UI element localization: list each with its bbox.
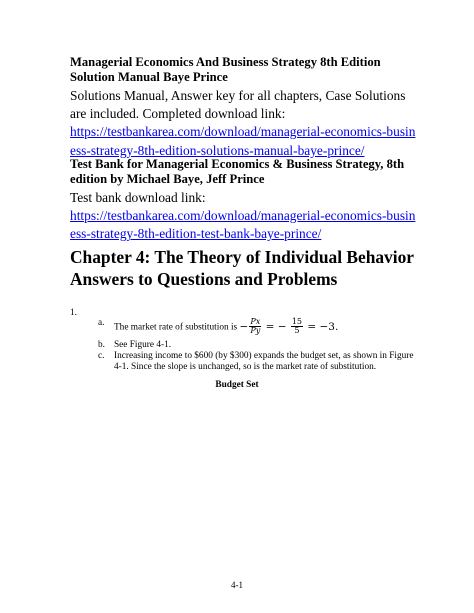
answer-item-a [98, 318, 428, 335]
test-bank-download-link[interactable]: https://testbankarea.com/download/managerial-economics-business-strategy-8th-edition-test-bank-baye-prince/ [70, 208, 416, 242]
promo-text: Solutions Manual, Answer key for all chapters, Case Solutions are included. Completed download link: [70, 88, 406, 122]
figure-title: Budget Set [215, 380, 259, 390]
item-letter: b. [98, 340, 105, 350]
solutions-download-link[interactable]: https://testbankarea.com/download/managerial-economics-business-strategy-8th-edition-solutions-manual-baye-prince/ [70, 124, 416, 158]
mrs-formula: − $\frac{Px}{Py}$ = − $\frac{15}{5}$ = −3. [239, 317, 339, 335]
promo-text: Test bank download link: [70, 190, 206, 205]
answer-item-c [98, 351, 418, 374]
item-text: Increasing income to $600 (by $300) expands the budget set, as shown in Figure 4-1. Since the slope is unchanged, so is the market rate of substitution. [114, 351, 414, 373]
chapter-heading [70, 246, 420, 290]
answer-item-b [98, 340, 428, 351]
promo-title: Test Bank for Managerial Economics & Business Strategy, 8th edition by Michael Baye, Jeff Prince [70, 157, 405, 186]
fraction-15-5: $\frac{15}{5}$ [291, 317, 303, 335]
page-number: 4-1 [231, 580, 243, 590]
item-text: See Figure 4-1. [114, 340, 172, 350]
item-letter: c. [98, 351, 105, 361]
chapter-subtitle: Answers to Questions and Problems [70, 269, 338, 289]
fraction-px-py: $\frac{Px}{Py}$ [250, 317, 261, 335]
chapter-title: Chapter 4: The Theory of Individual Behavior [70, 247, 414, 267]
promo-test-bank [70, 157, 420, 244]
promo-title: Managerial Economics And Business Strategy 8th Edition Solution Manual Baye Prince [70, 55, 381, 84]
question-number: 1. [70, 308, 77, 318]
item-text: The market rate of substitution is [114, 322, 238, 333]
item-letter: a. [98, 318, 105, 328]
promo-solutions-manual [70, 55, 420, 160]
